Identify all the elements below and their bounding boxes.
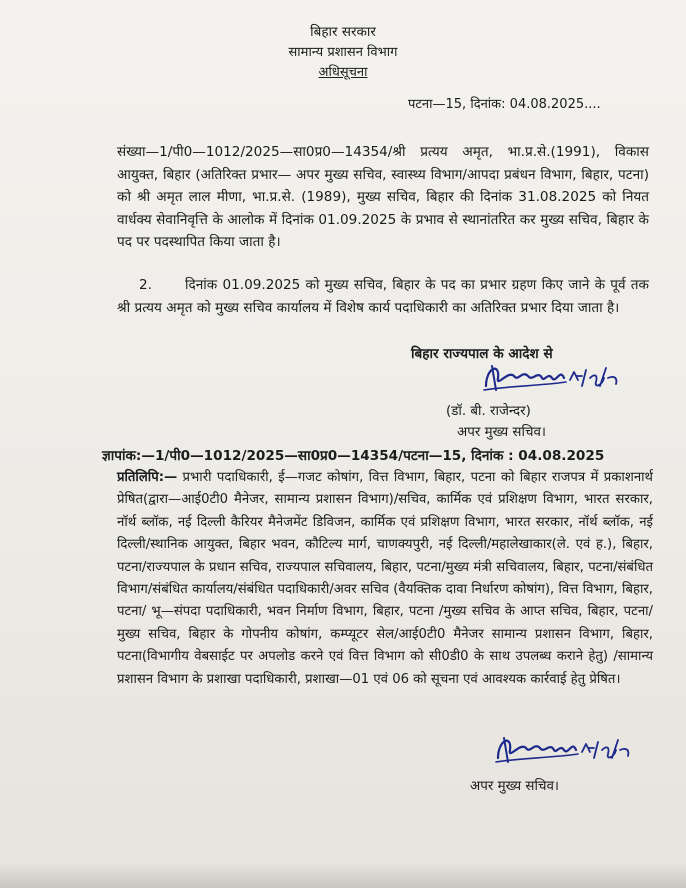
signatory-designation-1: अपर मुख्य सचिव। — [457, 425, 546, 440]
signatory-designation-2: अपर मुख्य सचिव। — [470, 779, 559, 794]
paragraph-2 — [117, 274, 649, 319]
signature-2 — [490, 728, 640, 768]
signatory-name: (डॉ. बी. राजेन्दर) — [446, 404, 531, 419]
copy-text: प्रभारी पदाधिकारी, ई—गजट कोषांग, वित्त विभाग, बिहार, पटना को बिहार राजपत्र में प्रकाशनार्थ प्रेषित(द्वारा—आई0टी0 मैनेजर, सामान्य प्रशासन विभाग)/सचिव, कार्मिक एवं प्रशिक्षण विभाग, भारत सरकार, नॉर्थ ब्लॉक, नई दिल्ली कैरियर मैनेजमेंट डिविजन, कार्मिक एवं प्रशिक्षण विभाग, भारत सरकार, नॉर्थ ब्लॉक, नई दिल्ली/स्थानिक आयुक्त, बिहार भवन, कौटिल्य मार्ग, चाणक्यपुरी, नई दिल्ली/महालेखाकार(ले. एवं ह.), बिहार, पटना/राज्यपाल के प्रधान सचिव, राज्यपाल सचिवालय, बिहार, पटना/मुख्य मंत्री सचिवालय, बिहार, पटना/संबंधित विभाग/संबंधित कार्यालय/संबंधित पदाधिकारी/अवर सचिव (वैयक्तिक दावा निर्धारण कोषांग), वित्त विभाग, बिहार, पटना/ भू—संपदा पदाधिकारी, भवन निर्माण विभाग, बिहार, पटना /मुख्य सचिव के आप्त सचिव, बिहार, पटना/मुख्य सचिव, बिहार के गोपनीय कोषांग, कम्प्यूटर सेल/आई0टी0 मैनेजर सामान्य प्रशासन विभाग, बिहार, पटना(विभागीय वेबसाईट पर अपलोड करने एवं वित्त विभाग को सी0डी0 के साथ उपलब्ध कराने हेतु) /सामान्य प्रशासन विभाग के प्रशाखा पदाधिकारी, प्रशाखा—01 एवं 06 को सूचना एवं आवश्यक कार्रवाई हेतु प्रेषित। — [117, 470, 653, 687]
paragraph-1: संख्या—1/पी0—1012/2025—सा0प्र0—14354/श्री प्रत्यय अमृत, भा.प्र.से.(1991), विकास आयुक्त, बिहार (अतिरिक्त प्रभार— अपर मुख्य सचिव, स्वास्थ्य विभाग/आपदा प्रबंधन विभाग, बिहार, पटना) को श्री अमृत लाल मीणा, भा.प्र.से. (1989), मुख्य सचिव, बिहार की दिनांक 31.08.2025 को नियत वार्धक्य सेवानिवृत्ति के आलोक में दिनांक 01.09.2025 के प्रभाव से स्थानांतरित कर मुख्य सचिव, बिहार के पद पर पदस्थापित किया जाता है। — [117, 144, 649, 251]
memo-number: ज्ञापांक:—1/पी0—1012/2025—सा0प्र0—14354/पटना—15, दिनांक : 04.08.2025 — [102, 448, 605, 464]
order-line: बिहार राज्यपाल के आदेश से — [411, 346, 553, 362]
header-department: सामान्य प्रशासन विभाग — [288, 45, 398, 60]
copy-label: प्रतिलिपि:— — [117, 470, 178, 485]
paragraph-2-text: दिनांक 01.09.2025 को मुख्य सचिव, बिहार के पद का प्रभार ग्रहण किए जाने के पूर्व तक श्री प्रत्यय अमृत को मुख्य सचिव कार्यालय में विशेष कार्य पदाधिकारी का अतिरिक्त प्रभार दिया जाता है। — [117, 277, 649, 316]
copy-to-paragraph — [117, 467, 653, 691]
header-government: बिहार सरकार — [310, 24, 376, 40]
paragraph-2-number: 2. — [139, 277, 152, 293]
signature-1 — [478, 356, 628, 396]
header-title: अधिसूचना — [318, 65, 368, 80]
dateline: पटना—15, दिनांक: 04.08.2025.... — [408, 97, 601, 112]
